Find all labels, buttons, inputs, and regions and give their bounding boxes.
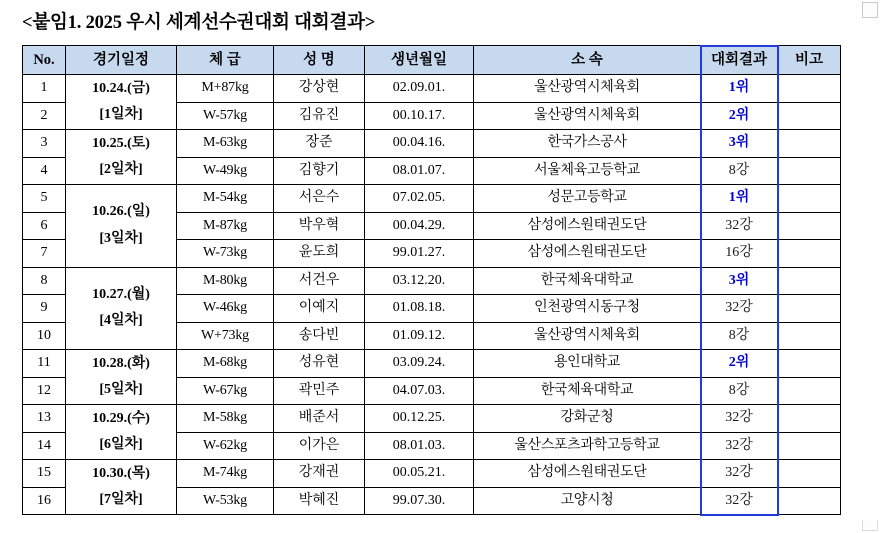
cell-result: 32강	[701, 460, 778, 488]
cell-no: 1	[23, 75, 66, 103]
cell-no: 16	[23, 487, 66, 515]
cell-result: 32강	[701, 295, 778, 323]
cell-name: 이예지	[274, 295, 365, 323]
cell-no: 10	[23, 322, 66, 350]
cell-team: 삼성에스원태권도단	[474, 460, 701, 488]
cell-result: 2위	[701, 102, 778, 130]
cell-date	[66, 460, 177, 515]
cell-no: 12	[23, 377, 66, 405]
cell-weight: M-74kg	[177, 460, 274, 488]
date-line-2: [2일차]	[99, 162, 143, 177]
cell-birth: 04.07.03.	[365, 377, 474, 405]
cell-team: 성문고등학교	[474, 185, 701, 213]
cell-no: 6	[23, 212, 66, 240]
cell-weight: M-63kg	[177, 130, 274, 158]
cell-team: 강화군청	[474, 405, 701, 433]
page-edge-marker-top	[862, 2, 878, 18]
cell-name: 배준서	[274, 405, 365, 433]
results-table-container	[22, 45, 822, 515]
cell-birth: 01.09.12.	[365, 322, 474, 350]
date-line-1: 10.27.(월)	[92, 286, 150, 302]
column-header-date: 경기일정	[66, 46, 177, 75]
cell-team: 울산광역시체육회	[474, 102, 701, 130]
cell-result: 8강	[701, 322, 778, 350]
cell-date	[66, 130, 177, 185]
cell-team: 서울체육고등학교	[474, 157, 701, 185]
cell-name: 박우혁	[274, 212, 365, 240]
cell-note	[778, 212, 841, 240]
date-line-1: 10.29.(수)	[92, 410, 150, 426]
cell-no: 9	[23, 295, 66, 323]
cell-result: 3위	[701, 267, 778, 295]
cell-weight: W-73kg	[177, 240, 274, 268]
cell-name: 이가은	[274, 432, 365, 460]
table-row	[23, 350, 841, 378]
cell-team: 삼성에스원태권도단	[474, 212, 701, 240]
date-line-1: 10.26.(일)	[92, 204, 150, 220]
cell-note	[778, 75, 841, 103]
cell-name: 송다빈	[274, 322, 365, 350]
cell-result: 3위	[701, 130, 778, 158]
table-row	[23, 75, 841, 103]
cell-birth: 00.05.21.	[365, 460, 474, 488]
column-header-no: No.	[23, 46, 66, 75]
cell-team: 한국체육대학교	[474, 267, 701, 295]
cell-note	[778, 102, 841, 130]
cell-no: 13	[23, 405, 66, 433]
cell-result: 8강	[701, 377, 778, 405]
date-line-1: 10.25.(토)	[92, 135, 150, 151]
cell-birth: 08.01.07.	[365, 157, 474, 185]
cell-date	[66, 405, 177, 460]
cell-weight: W-53kg	[177, 487, 274, 515]
cell-team: 울산광역시체육회	[474, 322, 701, 350]
cell-name: 윤도희	[274, 240, 365, 268]
cell-weight: W+73kg	[177, 322, 274, 350]
cell-team: 고양시청	[474, 487, 701, 515]
table-body	[23, 75, 841, 515]
cell-birth: 00.04.29.	[365, 212, 474, 240]
cell-weight: W-62kg	[177, 432, 274, 460]
cell-team: 울산광역시체육회	[474, 75, 701, 103]
date-line-2: [6일차]	[99, 437, 143, 452]
cell-note	[778, 487, 841, 515]
column-header-note: 비고	[778, 46, 841, 75]
cell-note	[778, 240, 841, 268]
column-header-name: 성 명	[274, 46, 365, 75]
cell-name: 박혜진	[274, 487, 365, 515]
table-row	[23, 267, 841, 295]
cell-result: 16강	[701, 240, 778, 268]
cell-date	[66, 185, 177, 268]
cell-name: 서은수	[274, 185, 365, 213]
cell-birth: 99.01.27.	[365, 240, 474, 268]
cell-birth: 00.04.16.	[365, 130, 474, 158]
cell-birth: 99.07.30.	[365, 487, 474, 515]
cell-no: 3	[23, 130, 66, 158]
cell-team: 한국체육대학교	[474, 377, 701, 405]
cell-team: 용인대학교	[474, 350, 701, 378]
cell-date	[66, 75, 177, 130]
cell-note	[778, 267, 841, 295]
cell-name: 강재권	[274, 460, 365, 488]
column-header-result: 대회결과	[701, 46, 778, 75]
cell-result: 32강	[701, 432, 778, 460]
cell-name: 강상현	[274, 75, 365, 103]
cell-birth: 00.12.25.	[365, 405, 474, 433]
cell-name: 김향기	[274, 157, 365, 185]
table-row	[23, 460, 841, 488]
cell-birth: 03.09.24.	[365, 350, 474, 378]
cell-weight: M-80kg	[177, 267, 274, 295]
date-line-2: [7일차]	[99, 492, 143, 507]
cell-name: 서건우	[274, 267, 365, 295]
cell-weight: W-57kg	[177, 102, 274, 130]
cell-team: 한국가스공사	[474, 130, 701, 158]
table-header-row	[23, 46, 841, 75]
cell-result: 32강	[701, 487, 778, 515]
column-header-birth: 생년월일	[365, 46, 474, 75]
cell-note	[778, 460, 841, 488]
cell-birth: 00.10.17.	[365, 102, 474, 130]
cell-no: 4	[23, 157, 66, 185]
cell-note	[778, 432, 841, 460]
column-header-team: 소 속	[474, 46, 701, 75]
cell-date	[66, 267, 177, 350]
cell-name: 성유현	[274, 350, 365, 378]
cell-note	[778, 322, 841, 350]
cell-weight: M-87kg	[177, 212, 274, 240]
date-line-1: 10.28.(화)	[92, 355, 150, 371]
cell-weight: W-49kg	[177, 157, 274, 185]
table-row	[23, 405, 841, 433]
cell-result: 32강	[701, 212, 778, 240]
cell-name: 곽민주	[274, 377, 365, 405]
table-header	[23, 46, 841, 75]
table-row	[23, 130, 841, 158]
cell-note	[778, 185, 841, 213]
cell-weight: M+87kg	[177, 75, 274, 103]
cell-no: 11	[23, 350, 66, 378]
cell-name: 장준	[274, 130, 365, 158]
cell-birth: 01.08.18.	[365, 295, 474, 323]
cell-result: 2위	[701, 350, 778, 378]
page-title: <붙임1. 2025 우시 세계선수권대회 대회결과>	[22, 13, 376, 33]
cell-birth: 07.02.05.	[365, 185, 474, 213]
date-line-1: 10.30.(목)	[92, 465, 150, 481]
cell-weight: M-68kg	[177, 350, 274, 378]
date-line-2: [1일차]	[99, 107, 143, 122]
cell-date	[66, 350, 177, 405]
results-table	[22, 45, 841, 515]
cell-birth: 08.01.03.	[365, 432, 474, 460]
cell-no: 14	[23, 432, 66, 460]
date-line-1: 10.24.(금)	[92, 80, 150, 96]
cell-name: 김유진	[274, 102, 365, 130]
cell-weight: M-58kg	[177, 405, 274, 433]
cell-weight: M-54kg	[177, 185, 274, 213]
date-line-2: [3일차]	[99, 230, 143, 246]
date-line-2: [4일차]	[99, 313, 143, 329]
page-edge-marker-bottom	[862, 520, 878, 531]
cell-note	[778, 350, 841, 378]
cell-no: 15	[23, 460, 66, 488]
cell-team: 삼성에스원태권도단	[474, 240, 701, 268]
cell-team: 인천광역시동구청	[474, 295, 701, 323]
date-line-2: [5일차]	[99, 382, 143, 397]
cell-weight: W-46kg	[177, 295, 274, 323]
cell-result: 32강	[701, 405, 778, 433]
table-row	[23, 185, 841, 213]
cell-result: 8강	[701, 157, 778, 185]
cell-no: 7	[23, 240, 66, 268]
cell-note	[778, 405, 841, 433]
cell-weight: W-67kg	[177, 377, 274, 405]
cell-birth: 02.09.01.	[365, 75, 474, 103]
cell-note	[778, 377, 841, 405]
cell-result: 1위	[701, 75, 778, 103]
cell-result: 1위	[701, 185, 778, 213]
cell-note	[778, 130, 841, 158]
cell-no: 5	[23, 185, 66, 213]
cell-note	[778, 295, 841, 323]
cell-birth: 03.12.20.	[365, 267, 474, 295]
column-header-weight: 체 급	[177, 46, 274, 75]
cell-team: 울산스포츠과학고등학교	[474, 432, 701, 460]
cell-no: 2	[23, 102, 66, 130]
cell-note	[778, 157, 841, 185]
cell-no: 8	[23, 267, 66, 295]
